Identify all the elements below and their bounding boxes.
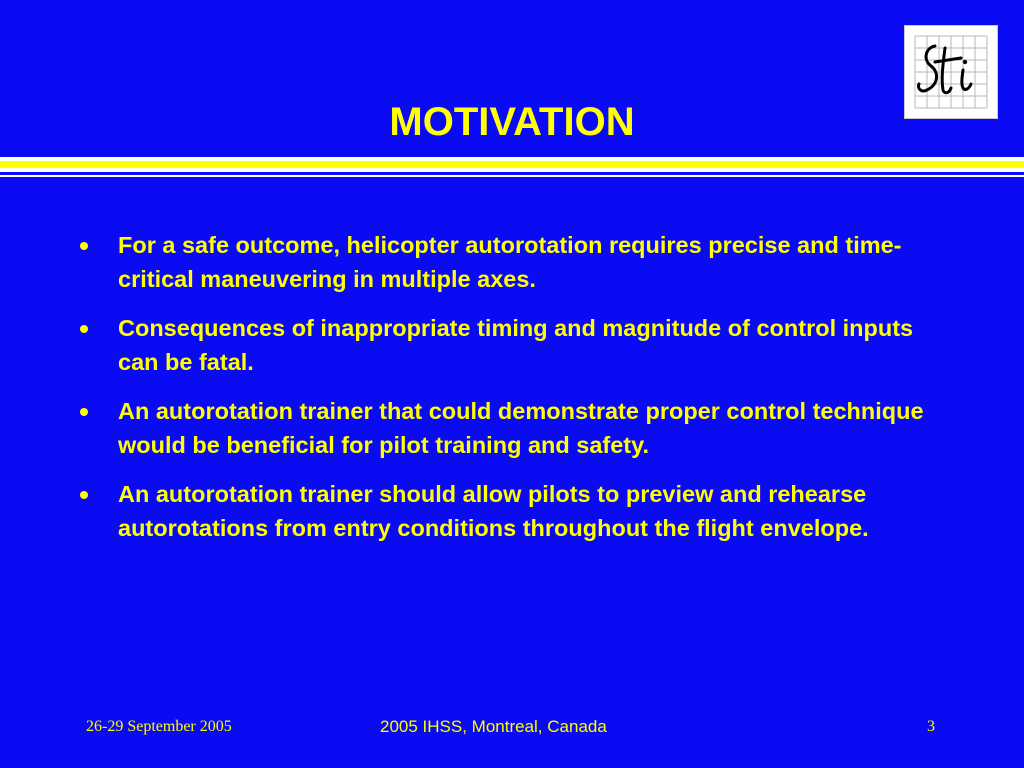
- bullet-text: Consequences of inappropriate timing and magnitude of control inputs can be fatal.: [118, 315, 914, 375]
- bullet-icon: [80, 325, 88, 333]
- title-divider-middle: [0, 168, 1024, 172]
- bullet-item: [78, 394, 948, 462]
- bullet-text: For a safe outcome, helicopter autorotation requires precise and time-critical maneuvering in multiple axes.: [118, 232, 902, 292]
- title-divider-bottom: [0, 175, 1024, 177]
- bullet-text: An autorotation trainer should allow pilots to preview and rehearse autorotations from entry conditions throughout the flight envelope.: [118, 481, 869, 541]
- footer-date: 26-29 September 2005: [86, 718, 232, 735]
- bullet-text: An autorotation trainer that could demonstrate proper control technique would be beneficial for pilot training and safety.: [118, 398, 924, 458]
- bullet-item: [78, 228, 948, 296]
- footer-page-number: 3: [927, 718, 935, 735]
- title-divider-band: [0, 161, 1024, 168]
- bullet-item: [78, 311, 948, 379]
- footer-conference: 2005 IHSS, Montreal, Canada: [380, 717, 607, 736]
- bullet-icon: [80, 408, 88, 416]
- bullet-list: [78, 228, 948, 560]
- bullet-icon: [80, 491, 88, 499]
- bullet-icon: [80, 242, 88, 250]
- slide-title: MOTIVATION: [389, 100, 635, 144]
- bullet-item: [78, 477, 948, 545]
